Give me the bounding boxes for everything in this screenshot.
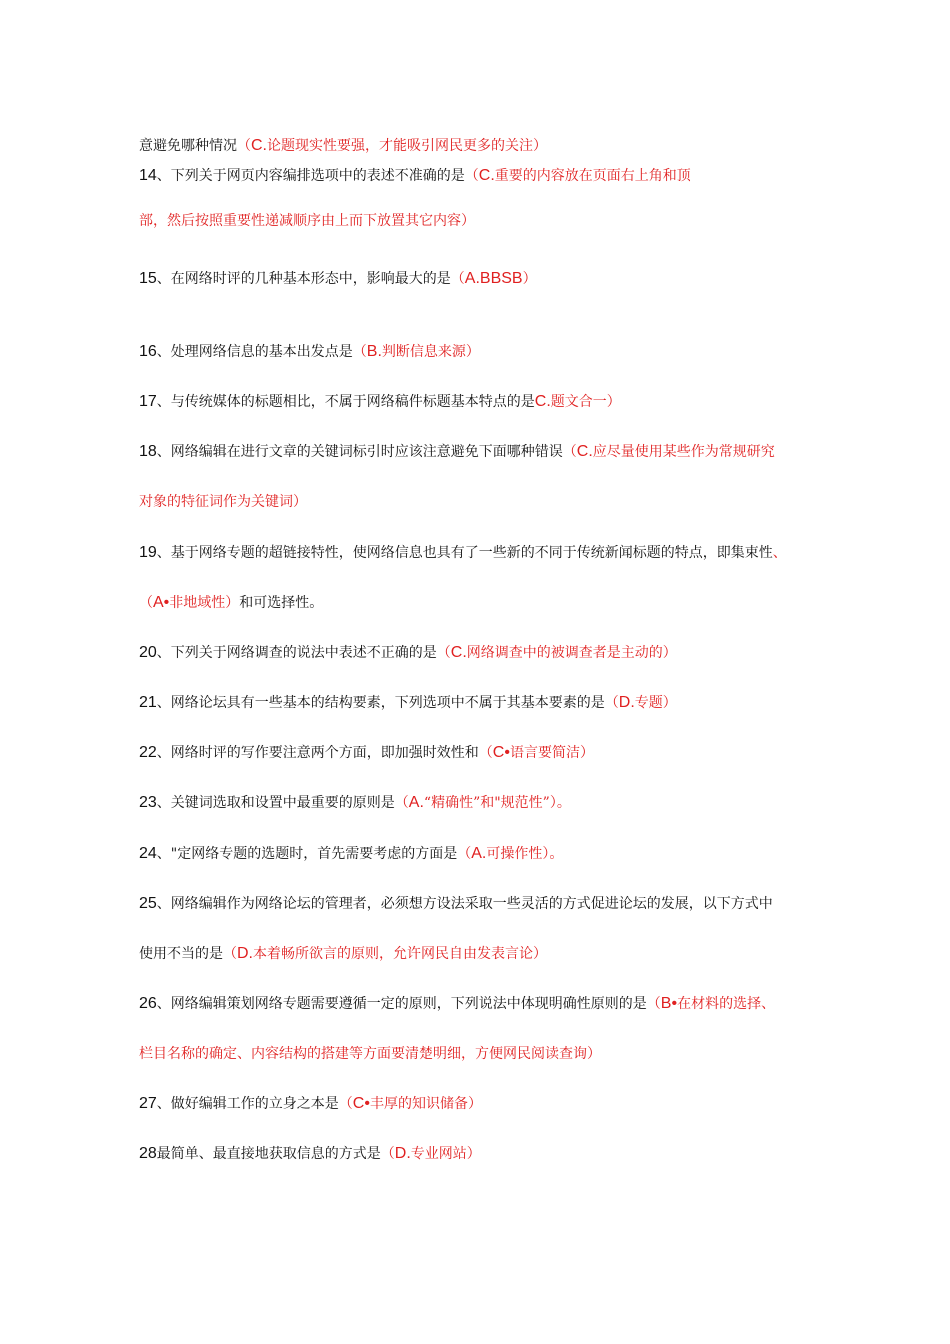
answer-text: （C.网络调查中的被调查者是主动的）: [436, 644, 677, 661]
question-number: 22: [139, 744, 157, 761]
answer-text: （A.BBSB）: [450, 270, 537, 287]
answer-text: （A.“精确性”和"规范性”）。: [394, 794, 571, 811]
question-text: 、处理网络信息的基本出发点是: [156, 344, 353, 360]
answer-text: （C.论题现实性要强，才能吸引网民更多的关注）: [237, 137, 547, 154]
question-number: 21: [139, 694, 157, 711]
question-number: 27: [139, 1095, 157, 1112]
answer-text: （D.专题）: [604, 694, 677, 711]
question-line: [139, 793, 571, 813]
question-text: 使用不当的是: [139, 946, 223, 962]
question-number: 23: [139, 794, 157, 811]
question-text: 、做好编辑工作的立身之本是: [156, 1096, 339, 1112]
question-text: 、在网络时评的几种基本形态中，影响最大的是: [156, 271, 451, 287]
answer-text: （D.本着畅所欲言的原则，允许网民自由发表言论）: [223, 945, 547, 962]
question-text: 意避免哪种情况: [139, 138, 237, 154]
question-line: [139, 643, 677, 663]
question-number: 20: [139, 644, 157, 661]
question-text: 、与传统媒体的标题相比，不属于网络稿件标题基本特点的是: [156, 394, 535, 410]
question-line: [139, 392, 621, 412]
question-text: 、"定网络专题的选题时，首先需要考虑的方面是: [156, 846, 458, 862]
question-number: 15: [139, 270, 157, 287]
question-text: 、网络编辑在进行文章的关键词标引时应该注意避免下面哪种错误: [156, 444, 563, 460]
question-line: [139, 166, 691, 186]
answer-text: （A•非地域性）: [139, 594, 240, 611]
question-number: 26: [139, 995, 157, 1012]
question-line: [139, 342, 480, 362]
answer-text: 、: [772, 545, 787, 561]
question-number: 17: [139, 393, 157, 410]
answer-text: （B.判断信息来源）: [352, 343, 480, 360]
question-text: 、下列关于网络调查的说法中表述不正确的是: [156, 645, 437, 661]
question-continuation: [139, 944, 547, 964]
question-text: 最简单、最直接地获取信息的方式是: [156, 1146, 381, 1162]
question-text: 、网络编辑策划网络专题需要遵循一定的原则，下列说法中体现明确性原则的是: [156, 996, 647, 1012]
answer-continuation: [139, 593, 323, 613]
question-line: [139, 269, 537, 289]
question-line: [139, 1144, 481, 1164]
question-line: [139, 894, 773, 914]
question-line: [139, 693, 677, 713]
answer-text: （D.专业网站）: [380, 1145, 481, 1162]
question-number: 19: [139, 544, 157, 561]
question-text: 、基于网络专题的超链接特性，使网络信息也具有了一些新的不同于传统新闻标题的特点，即集束性: [156, 545, 773, 561]
answer-text: 部，然后按照重要性递减顺序由上而下放置其它内容）: [139, 213, 475, 229]
question-number: 16: [139, 343, 157, 360]
question-text: 、网络时评的写作要注意两个方面，即加强时效性和: [156, 745, 479, 761]
question-line: [139, 994, 775, 1014]
question-text: 、下列关于网页内容编排选项中的表述不准确的是: [156, 168, 465, 184]
question-text: 、网络编辑作为网络论坛的管理者，必须想方设法采取一些灵活的方式促进论坛的发展，以下方式中: [156, 896, 773, 912]
question-number: 24: [139, 845, 157, 862]
answer-text: C.题文合一）: [534, 393, 621, 410]
question-number: 25: [139, 895, 157, 912]
answer-continuation: [139, 1044, 601, 1064]
answer-line: [139, 136, 547, 156]
answer-text: 对象的特征词作为关键词）: [139, 494, 307, 510]
question-number: 28: [139, 1145, 157, 1162]
question-text: 、网络论坛具有一些基本的结构要素，下列选项中不属于其基本要素的是: [156, 695, 605, 711]
question-line: [139, 442, 775, 462]
answer-text: （C•语言要简洁）: [478, 744, 594, 761]
answer-text: （C.应尽量使用某些作为常规研究: [562, 443, 775, 460]
answer-text: （A.可操作性）。: [457, 845, 564, 862]
answer-text: （C•丰厚的知识储备）: [338, 1095, 482, 1112]
question-number: 14: [139, 167, 157, 184]
question-line: [139, 543, 787, 563]
answer-continuation: [139, 492, 307, 512]
question-line: [139, 743, 594, 763]
answer-text: 栏目名称的确定、内容结构的搭建等方面要清楚明细，方便网民阅读查询）: [139, 1046, 601, 1062]
question-text-tail: 和可选择性。: [239, 595, 324, 611]
question-line: [139, 1094, 482, 1114]
answer-text: （C.重要的内容放在页面右上角和顶: [464, 167, 691, 184]
question-line: [139, 844, 563, 864]
question-text: 、关键词选取和设置中最重要的原则是: [156, 795, 395, 811]
answer-text: （B•在材料的选择、: [646, 995, 776, 1012]
answer-continuation: [139, 211, 475, 231]
question-number: 18: [139, 443, 157, 460]
